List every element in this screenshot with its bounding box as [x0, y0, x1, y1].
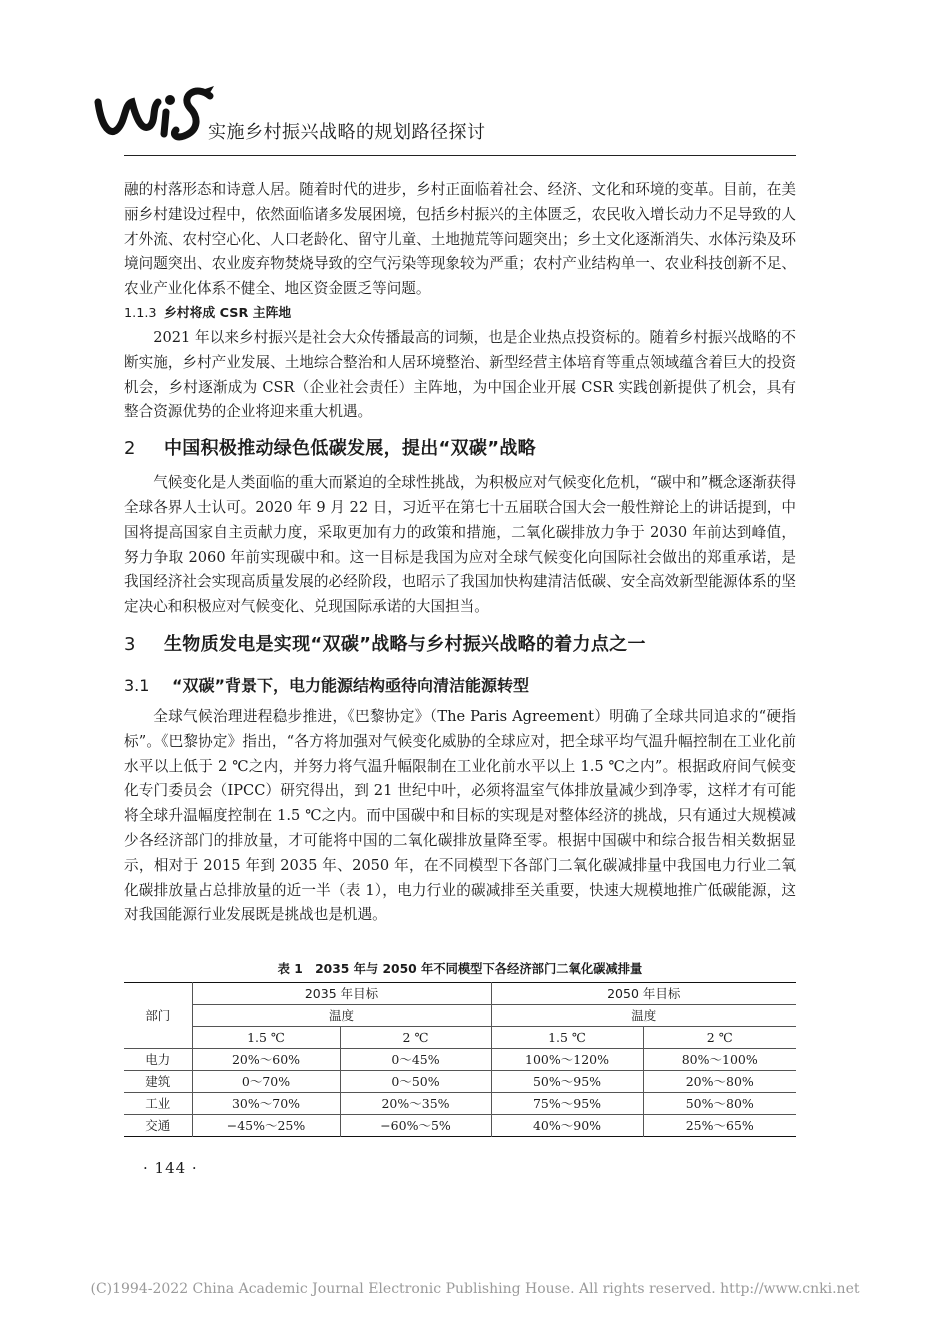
paragraph-2: 2021 年以来乡村振兴是社会大众传播最高的词频，也是企业热点投资标的。随着乡村振兴战略的不断实施，乡村产业发展、土地综合整治和人居环境整治、新型经营主体培育等重点领域蕴含着巨大的投资机会，乡村逐渐成为 CSR（企业社会责任）主阵地，为中国企业开展 CSR 实践创新提供了机会，具有整合资源优势的企业将迎来重大机遇。	[124, 328, 796, 421]
section-2-heading	[124, 427, 796, 471]
section-title: 中国积极推动绿色低碳发展，提出“双碳”战略	[164, 438, 536, 460]
cell-value: 0～50%	[340, 1071, 491, 1093]
cell-dept: 电力	[124, 1049, 192, 1071]
table-header-row	[124, 1027, 796, 1049]
cell-dept: 建筑	[124, 1071, 192, 1093]
header-2c: 2 ℃	[340, 1027, 491, 1049]
cell-value: −45%～25%	[192, 1115, 340, 1137]
header-1-5c: 1.5 ℃	[491, 1027, 643, 1049]
cell-dept: 工业	[124, 1093, 192, 1115]
cell-value: 75%～95%	[491, 1093, 643, 1115]
header-2050: 2050 年目标	[491, 983, 796, 1005]
cell-value: 40%～90%	[491, 1115, 643, 1137]
header-temp: 温度	[192, 1005, 491, 1027]
cell-value: 25%～65%	[643, 1115, 796, 1137]
cell-value: 0～45%	[340, 1049, 491, 1071]
table-header-row	[124, 1005, 796, 1027]
cell-value: 20%～60%	[192, 1049, 340, 1071]
paragraph-4: 全球气候治理进程稳步推进，《巴黎协定》（The Paris Agreement）明确了全球共同追求的“硬指标”。《巴黎协定》指出，“各方将加强对气候变化威胁的全球应对，把全球平均气温升幅控制在工业化前水平以上低于 2 ℃之内，并努力将气温升幅限制在工业化前水平以上 1.5 ℃之内”。根据政府间气候变化专门委员会（IPCC）研究得出，到 21 世纪中叶，必须将温室气体排放量减少到净零，这样才有可能将全球升温幅度控制在 1.5 ℃之内。而中国碳中和目标的实现是对整体经济的挑战，只有通过大规模减少各经济部门的排放量，才可能将中国的二氧化碳排放量降至零。根据中国碳中和综合报告相关数据显示，相对于 2015 年到 2035 年、2050 年，在不同模型下各部门二氧化碳减排量中我国电力行业二氧化碳排放量占总排放量的近一半（表 1），电力行业的碳减排至关重要，快速大规模地推广低碳能源，这对我国能源行业发展既是挑战也是机遇。	[124, 707, 796, 924]
section-title: “双碳”背景下，电力能源结构亟待向清洁能源转型	[172, 675, 530, 695]
cell-value: 80%～100%	[643, 1049, 796, 1071]
article-body	[124, 178, 796, 928]
header-temp: 温度	[491, 1005, 796, 1027]
header-2035: 2035 年目标	[192, 983, 491, 1005]
table-header-row	[124, 983, 796, 1005]
table-row	[124, 1071, 796, 1093]
header-dept: 部门	[124, 983, 192, 1049]
section-number: 1.1.3	[124, 305, 157, 321]
paragraph-3: 气候变化是人类面临的重大而紧迫的全球性挑战，为积极应对气候变化危机，“碳中和”概念逐渐获得全球各界人士认可。2020 年 9 月 22 日，习近平在第七十五届联合国大会一般性辩论上的讲话提到，中国将提高国家自主贡献力度，采取更加有力的政策和措施，二氧化碳排放力争于 2030 年前达到峰值，努力争取 2060 年前实现碳中和。这一目标是我国为应对全球气候变化向国际社会做出的郑重承诺，是我国经济社会实现高质量发展的必经阶段，也昭示了我国加快构建清洁低碳、安全高效新型能源体系的坚定决心和积极应对气候变化、兑现国际承诺的大国担当。	[124, 474, 796, 616]
table-caption: 表 1 2035 年与 2050 年不同模型下各经济部门二氧化碳减排量	[277, 962, 643, 976]
paragraph-1: 融的村落形态和诗意人居。随着时代的进步，乡村正面临着社会、经济、文化和环境的变革。目前，在美丽乡村建设过程中，依然面临诸多发展困境，包括乡村振兴的主体匮乏，农民收入增长动力不足导致的人才外流、农村空心化、人口老龄化、留守儿童、土地抛荒等问题突出；乡土文化逐渐消失、水体污染及环境问题突出、农业废弃物焚烧导致的空气污染等现象较为严重；农村产业结构单一、农业科技创新不足、农业产业化体系不健全、地区资金匮乏等问题。	[124, 181, 796, 298]
cell-value: 100%～120%	[491, 1049, 643, 1071]
header-rule	[124, 155, 796, 156]
header-1-5c: 1.5 ℃	[192, 1027, 340, 1049]
cell-value: 50%～95%	[491, 1071, 643, 1093]
cell-value: 30%～70%	[192, 1093, 340, 1115]
running-head: 实施乡村振兴战略的规划路径探讨	[208, 122, 486, 143]
emission-reduction-table	[124, 982, 796, 1137]
cell-value: 20%～80%	[643, 1071, 796, 1093]
section-number: 2	[124, 438, 136, 460]
section-1-1-3-heading	[124, 302, 796, 326]
header-2c: 2 ℃	[643, 1027, 796, 1049]
page-number: · 144 ·	[143, 1159, 198, 1177]
table-row	[124, 1049, 796, 1071]
section-3-heading	[124, 623, 796, 667]
cell-value: 20%～35%	[340, 1093, 491, 1115]
journal-logo	[92, 82, 216, 146]
copyright-footer: (C)1994-2022 China Academic Journal Electronic Publishing House. All rights reserved. http://www.cnki.net	[90, 1281, 860, 1297]
cell-value: −60%～5%	[340, 1115, 491, 1137]
cell-value: 0～70%	[192, 1071, 340, 1093]
section-number: 3.1	[124, 675, 150, 695]
section-3-1-heading	[124, 667, 796, 705]
section-title: 生物质发电是实现“双碳”战略与乡村振兴战略的着力点之一	[164, 633, 646, 655]
cell-value: 50%～80%	[643, 1093, 796, 1115]
cell-dept: 交通	[124, 1115, 192, 1137]
table-row	[124, 1115, 796, 1137]
table-row	[124, 1093, 796, 1115]
section-number: 3	[124, 633, 136, 655]
section-title: 乡村将成 CSR 主阵地	[164, 305, 292, 321]
